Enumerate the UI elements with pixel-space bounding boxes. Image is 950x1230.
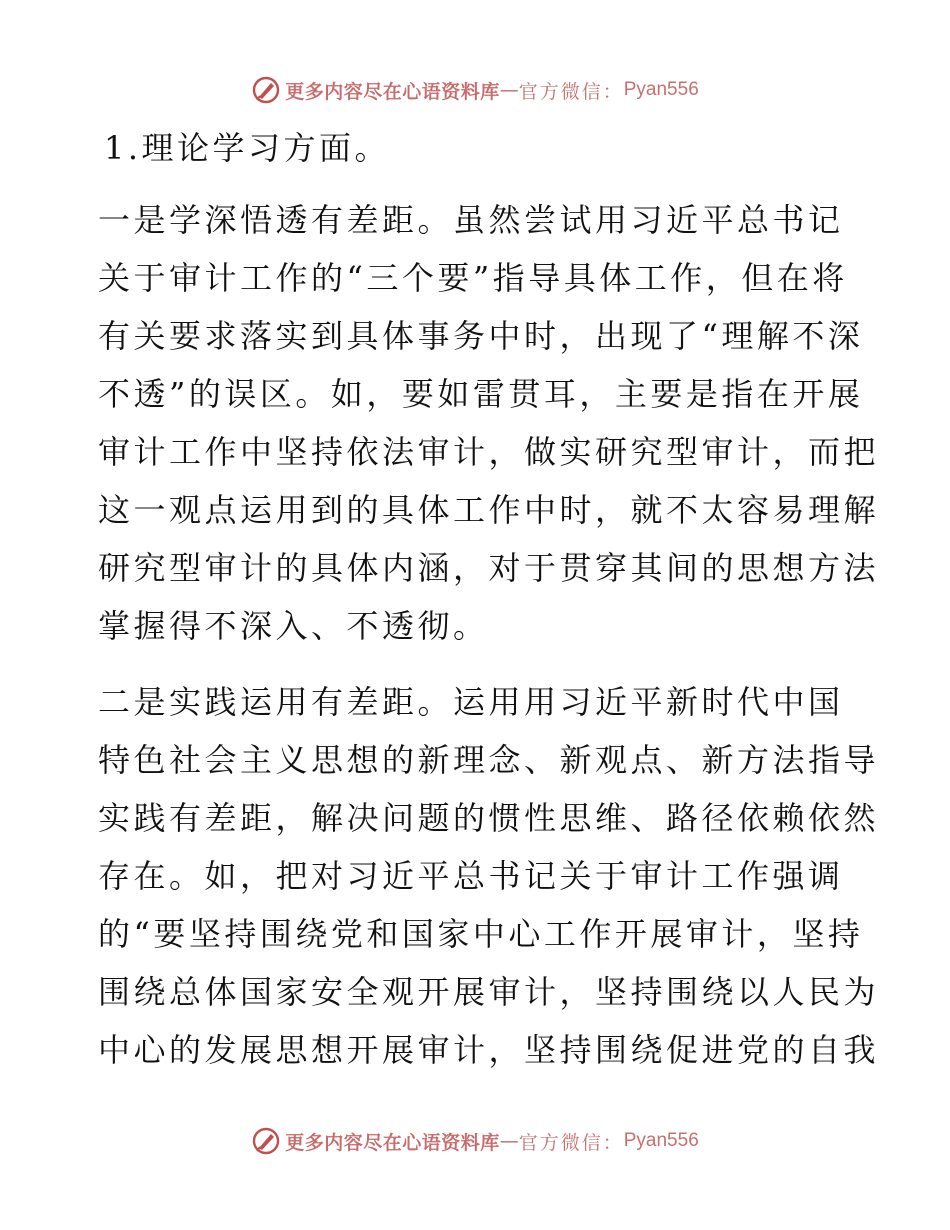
quill-pen-logo-icon — [251, 75, 281, 105]
banner-wechat-id: Pyan556 — [623, 79, 699, 100]
paragraph-line: 审计工作中坚持依法审计，做实研究型审计，而把 — [98, 433, 880, 471]
quill-pen-logo-icon — [251, 1126, 281, 1156]
banner-wechat-id: Pyan556 — [623, 1130, 699, 1151]
banner-lead-text: 更多内容尽在心语资料库 — [285, 1131, 500, 1154]
banner-wechat-label: 官方微信： — [518, 80, 624, 103]
banner-separator: — — [499, 1130, 519, 1152]
paragraph-line: 的“要坚持围绕党和国家中心工作开展审计，坚持 — [98, 915, 864, 953]
paragraph-line: 这一观点运用到的具体工作中时，就不太容易理解 — [98, 491, 880, 529]
paragraph-line: 研究型审计的具体内涵，对于贯穿其间的思想方法 — [98, 549, 880, 587]
banner-lead-text: 更多内容尽在心语资料库 — [285, 80, 500, 103]
banner-wechat-label: 官方微信： — [518, 1131, 624, 1154]
paragraph-line: 二是实践运用有差距。运用用习近平新时代中国 — [98, 683, 844, 721]
header-banner — [0, 73, 950, 107]
paragraph-line: 掌握得不深入、不透彻。 — [98, 607, 489, 645]
paragraph-line: 实践有差距，解决问题的惯性思维、路径依赖依然 — [98, 799, 880, 837]
paragraph-line: 存在。如，把对习近平总书记关于审计工作强调 — [98, 857, 844, 895]
section-heading: 1.理论学习方面。 — [104, 129, 391, 167]
paragraph-line: 中心的发展思想开展审计，坚持围绕促进党的自我 — [98, 1031, 880, 1069]
paragraph-line: 一是学深悟透有差距。虽然尝试用习近平总书记 — [98, 201, 844, 239]
paragraph-line: 不透”的误区。如，要如雷贯耳，主要是指在开展 — [98, 375, 864, 413]
paragraph-line: 特色社会主义思想的新理念、新观点、新方法指导 — [98, 741, 880, 779]
paragraph-line: 有关要求落实到具体事务中时，出现了“理解不深 — [98, 317, 864, 355]
footer-banner — [0, 1124, 950, 1158]
banner-separator: — — [499, 79, 519, 101]
paragraph-line: 围绕总体国家安全观开展审计，坚持围绕以人民为 — [98, 973, 880, 1011]
paragraph-line: 关于审计工作的“三个要”指导具体工作，但在将 — [98, 259, 848, 297]
